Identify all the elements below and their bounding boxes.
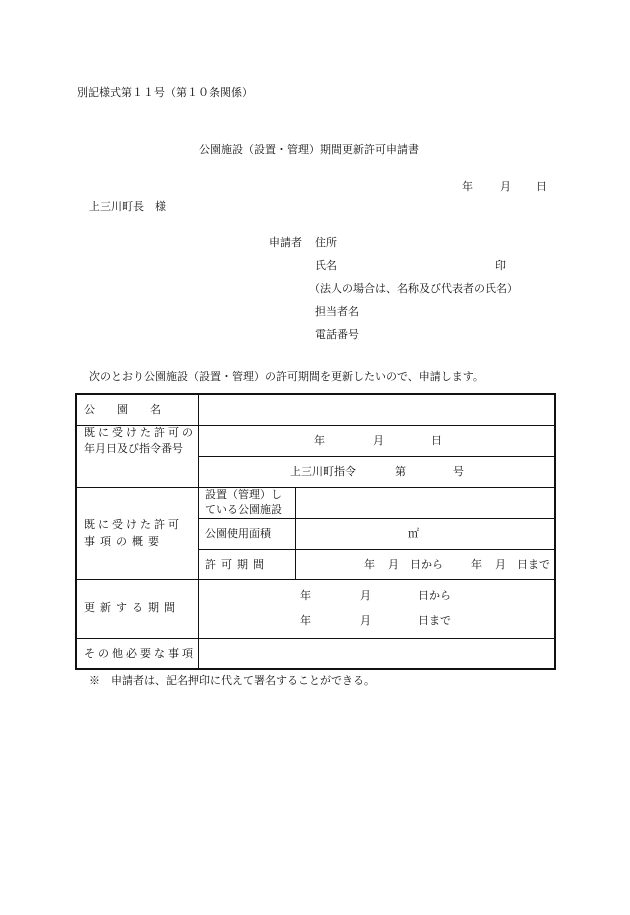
renew-from-day: 日から (418, 589, 451, 602)
row-divider (199, 549, 554, 550)
date-day: 日 (536, 180, 547, 193)
intro-text: 次のとおり公園施設（設置・管理）の許可期間を更新したいので、申請します。 (89, 370, 484, 383)
form-number: 別記様式第１１号（第１０条関係） (77, 86, 253, 99)
row-divider (199, 456, 554, 457)
area-label: 公園使用面積 (205, 527, 271, 540)
renew-label: 更新する期間 (84, 601, 180, 614)
summary-label-1: 既に受けた許可 (84, 518, 182, 531)
prior-permit-label-1: 既に受けた許可の (84, 426, 196, 439)
phone-label: 電話番号 (315, 328, 359, 341)
contact-label: 担当者名 (315, 305, 359, 318)
period-from-year: 年 (364, 558, 375, 571)
application-table (75, 393, 556, 670)
period-to-day: 日まで (517, 558, 550, 571)
row-divider (77, 487, 554, 488)
prior-date-month: 月 (373, 434, 384, 447)
date-year: 年 (462, 180, 473, 193)
row-divider (199, 518, 554, 519)
renew-from-month: 月 (360, 589, 371, 602)
corp-note: （法人の場合は、名称及び代表者の氏名） (309, 282, 518, 295)
renew-to-day: 日まで (418, 614, 451, 627)
row-divider (77, 638, 554, 639)
col-divider (295, 487, 296, 579)
renew-from-year: 年 (300, 589, 311, 602)
date-month: 月 (500, 180, 511, 193)
address-label: 住所 (315, 236, 337, 249)
period-from-month: 月 (388, 558, 399, 571)
period-to-year: 年 (471, 558, 482, 571)
period-from-day: 日から (410, 558, 443, 571)
facility-label-2: ている公園施設 (205, 503, 282, 516)
prior-permit-label-2: 年月日及び指令番号 (84, 442, 183, 455)
prior-date-day: 日 (431, 434, 442, 447)
period-to-month: 月 (495, 558, 506, 571)
facility-label-1: 設置（管理）し (205, 488, 282, 501)
directive-prefix: 上三川町指令 (290, 465, 356, 478)
footnote: ※ 申請者は、記名押印に代えて署名することができる。 (89, 674, 375, 687)
addressee: 上三川町長 様 (89, 200, 166, 213)
summary-label-2: 事項の概要 (84, 535, 164, 548)
col-divider (198, 395, 199, 668)
directive-no: 第 (395, 465, 406, 478)
area-unit: ㎡ (408, 527, 419, 540)
row-divider (77, 579, 554, 580)
page-title: 公園施設（設置・管理）期間更新許可申請書 (199, 143, 419, 156)
period-label: 許可期間 (205, 558, 269, 571)
park-name-label: 公 園 名 (84, 403, 161, 416)
name-label: 氏名 (315, 259, 337, 272)
other-label: その他必要な事項 (84, 647, 196, 660)
prior-date-year: 年 (314, 434, 325, 447)
applicant-label: 申請者 (269, 236, 302, 249)
seal-mark: 印 (495, 259, 506, 272)
renew-to-year: 年 (300, 614, 311, 627)
renew-to-month: 月 (360, 614, 371, 627)
directive-go: 号 (453, 465, 464, 478)
